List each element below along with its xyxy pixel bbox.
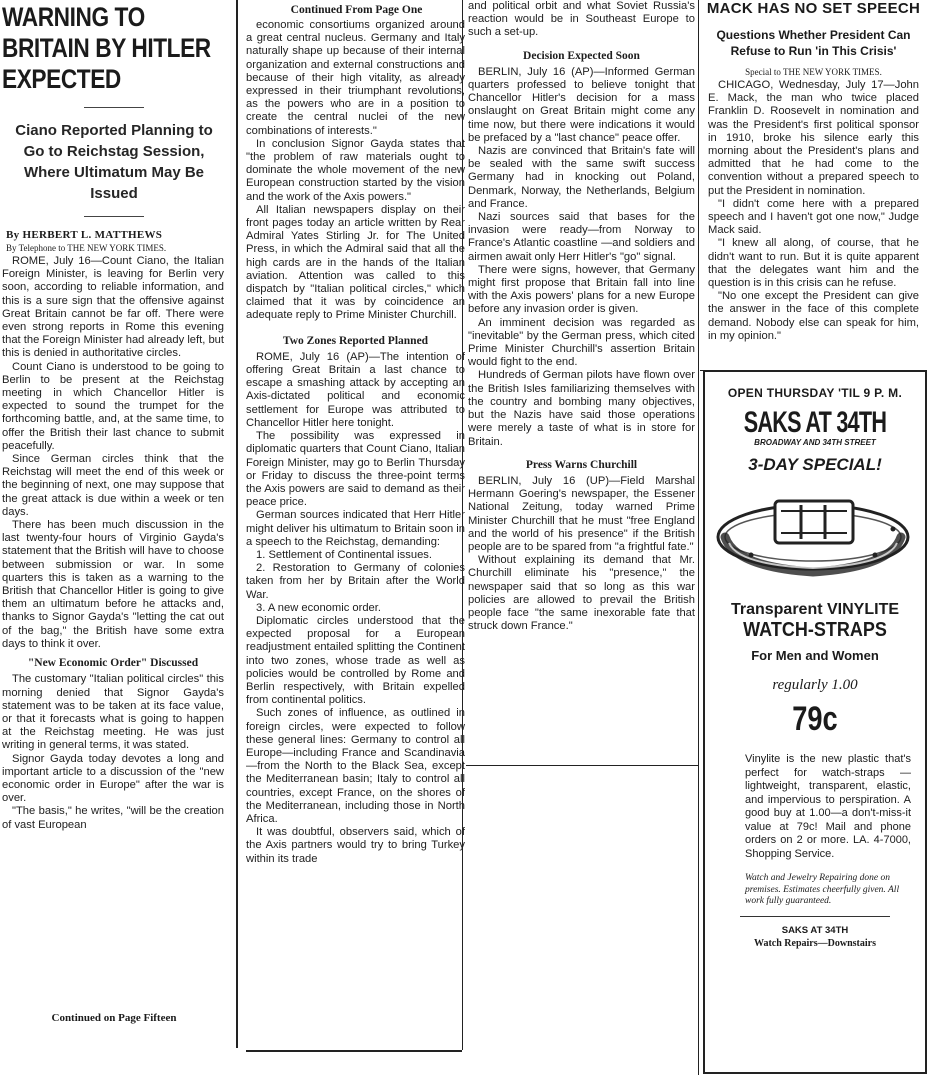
ad-special-banner: 3-DAY SPECIAL! [748, 455, 882, 474]
ad-repair-note: Watch and Jewelry Repairing done on premises. Estimates cheerfully given. All work fully guaranteed. [745, 873, 900, 906]
list-item: 3. A new economic order. [256, 601, 381, 614]
continued-from-label: Continued From Page One [290, 4, 423, 16]
section-subhead: Two Zones Reported Planned [282, 334, 429, 347]
article-headline: MACK HAS NO SET SPEECH [706, 0, 921, 17]
list-item: 1. Settlement of Continental issues. [256, 548, 432, 561]
article-column-1 [0, 0, 228, 1040]
article-subheadline: Questions Whether President Can Refuse to Run 'in This Crisis' [716, 28, 911, 58]
paragraph: Signor Gayda today devotes a long and important article to a discussion of the "new economic order in Europe" after the war is over. [2, 752, 224, 805]
ad-regular-price: regularly 1.00 [772, 677, 858, 693]
continued-on-label: Continued on Page Fifteen [51, 1012, 177, 1024]
ad-sale-price: 79c [792, 700, 838, 738]
ad-divider [740, 916, 890, 917]
wire-credit: Special to THE NEW YORK TIMES. [745, 67, 882, 77]
ad-body-copy: Vinylite is the new plastic that's perfect for watch-straps — lightweight, transparent, elastic, and impervious to perspiration. A good buy at 1.00—a don't-miss-it value at 79c! Mail and phone orders on 2 or more. LA. 4-7000, Shopping Service. [745, 753, 911, 860]
paragraph: "I didn't come here with a prepared speech and I haven't got one now," Judge Mack said. [708, 197, 919, 237]
paragraph: Such zones of influence, as outlined in foreign circles, were expected to follow these general lines: Germany to control all Europe—including France and Scandinavia—from the North to the Black Sea, except the Mediterranean basin; Italy to control all countries, except France, on the shores of the Mediterranean, including those in North Africa. [246, 707, 465, 825]
saks-advertisement [703, 370, 927, 1074]
section-subhead: Press Warns Churchill [525, 458, 638, 471]
ad-address: BROADWAY AND 34TH STREET [754, 438, 876, 447]
ad-audience: For Men and Women [751, 648, 879, 663]
ad-footer-store: SAKS AT 34TH [781, 924, 849, 936]
article-body [708, 79, 919, 343]
main-headline: WARNING TO BRITAIN BY HITLER EXPECTED [2, 2, 211, 94]
paragraph: The possibility was expressed in diplomatic quarters that Count Ciano, Italian Foreign Minister, may go to Berlin Thursday or Friday to discuss the three-point terms the Axis powers are said to demand as their peace price. [246, 430, 465, 509]
paragraph: There were signs, however, that Germany might first propose that Britain fall into line with the Axis powers' plans for a new Europe before any invasion order is given. [468, 263, 695, 316]
article-body [2, 255, 224, 832]
paragraph: CHICAGO, Wednesday, July 17—John E. Mack, the man who twice placed Franklin D. Roosevelt in nomination and was the President's first political sponsor in 1910, broke his silence early this morning about the President's plans and admitted that he had come to the convention without a prepared speech to put the President in nomination. [708, 79, 919, 197]
article-body [246, 19, 465, 866]
paragraph: Nazis are convinced that Britain's fate will be sealed with the same swift success Germany had in knocking out Poland, Denmark, Norway, the Netherlands, Belgium and France. [468, 145, 695, 210]
paragraph: ROME, July 16—Count Ciano, the Italian Foreign Minister, is leaving for Berlin very soon, according to reliable information, and this is a sure sign that the offensive against Great Britain cannot be far off. There were even strong reports in Rome this evening that the Foreign Minister had already left, but this is denied in authoritative circles. [2, 255, 225, 360]
ad-footer-department: Watch Repairs—Downstairs [754, 937, 876, 949]
article-column-3 [466, 0, 699, 770]
paragraph: Hundreds of German pilots have flown over the British Isles familiarizing themselves with the country and bombing many objectives, but the Nazis have said those operations were merely a taste of what is in store for Britain. [468, 369, 695, 448]
paragraph: An imminent decision was regarded as "inevitable" by the German press, which cited Prime Minister Churchill's assertion Britain would fight to the end. [468, 316, 695, 369]
paragraph: Without explaining its demand that Mr. Churchill eliminate his "presence," the newspaper said that so long as this war policies are allowed to prevail the British people face "the same inexorable fate that struck down France." [468, 554, 695, 633]
list-item: 2. Restoration to Germany of colonies taken from her by Britain after the World War. [246, 562, 465, 601]
column-rule [236, 0, 238, 1048]
wire-credit: By Telephone to THE NEW YORK TIMES. [6, 243, 167, 253]
ad-product-name: WATCH-STRAPS [743, 619, 887, 641]
section-subhead: "New Economic Order" Discussed [27, 657, 199, 670]
paragraph: Nazi sources said that bases for the invasion were ready—from Norway to France's Atlantic coastline —and soldiers and airmen await only Herr Hitler's "go" signal. [468, 211, 695, 263]
paragraph: Count Ciano is understood to be going to Berlin to be present at the Reichstag meeting in which Chancellor Hitler is expected to sound the trumpet for the forthcoming battle, and, at the same time, to offer the British their last chance to submit peacefully. [2, 360, 224, 452]
section-subhead: Decision Expected Soon [523, 49, 640, 62]
headline-divider [84, 107, 144, 108]
headline-divider [84, 216, 144, 217]
paragraph: Diplomatic circles understood that the expected proposal for a European readjustment entailed splitting the Continent into two zones, whose trade as well as policies would be controlled by Rome and Berlin respectively, with Britain expelled from continental politics. [246, 614, 465, 707]
byline: By HERBERT L. MATTHEWS [6, 229, 163, 241]
paragraph: "The basis," he writes, "will be the creation of vast European [2, 805, 224, 831]
paragraph: and political orbit and what Soviet Russia's reaction would be in Southeast Europe to such a set-up. [468, 0, 695, 39]
paragraph: All Italian newspapers display on their front pages today an article written by Rear Admiral Yates Stirling Jr. for The United Press, in which the Admiral said that all the high cards are in the hands of the Italian aviation. Attention was called to this dispatch by "Italian political circles," which claimed that it was by coincidence an adequate reply to Prime Minister Churchill. [246, 203, 465, 322]
ad-material-line: Transparent VINYLITE [730, 601, 900, 618]
paragraph: BERLIN, July 16 (AP)—Informed German quarters professed to believe tonight that Chancellor Hitler's decision for a mass onslaught on Great Britain might come any time now, but there were indications it would be prefaced by a "last chance" peace offer. [468, 65, 695, 144]
paragraph: BERLIN, July 16 (UP)—Field Marshal Hermann Goering's newspaper, the Essener National Zeitung, today warned Prime Minister Churchill that he must "free England and the world of his presence" if the British people are to be spared from "a frightful fate." [468, 474, 695, 553]
paragraph: German sources indicated that Herr Hitler might deliver his ultimatum to Britain soon in a speech to the Reichstag, demanding: [246, 509, 465, 548]
ad-store-hours: OPEN THURSDAY 'TIL 9 P. M. [727, 386, 903, 400]
paragraph: "I knew all along, of course, that he didn't want to run. But it is quite apparent that the delegates want him and the question is in this crisis can he refuse. [708, 237, 919, 290]
paragraph: In conclusion Signor Gayda states that "the problem of raw materials ought to dominate the whole movement of the new European construction started by the vision and the work of the Axis powers." [246, 137, 465, 203]
paragraph: There has been much discussion in the last twenty-four hours of Virginio Gayda's statement that the British will have to choose between submission or war. In some quarters this is taken as a warning to the British that Chancellor Hitler is going to give them an ultimatum before he attacks and, thanks to Signor Gayda's "letting the cat out of the bag," the British have some extra days to think it over. [2, 519, 224, 650]
watch-strap-illustration [705, 477, 921, 597]
ad-store-name: SAKS AT 34TH [743, 406, 887, 439]
article-column-4 [700, 0, 927, 380]
paragraph: economic consortiums organized around a great central nucleus. Germany and Italy naturally shape up because of their internal organization and external constructions and because of their high vitality, as already expressed in their triumphant revolutions, as the powers who are in a position to create the central nuclei of the new combinations of interests." [246, 19, 465, 137]
paragraph: ROME, July 16 (AP)—The intention of offering Great Britain a last chance to escape a smashing attack by accepting an Axis-dictated political and economic settlement for Europe was attributed to Chancellor Hitler here tonight. [246, 350, 465, 429]
paragraph: Since German circles think that the Reichstag will meet the end of this week or the beginning of next, one may suppose that the great attack is due within a week or ten days. [2, 453, 224, 518]
paragraph: The customary "Italian political circles" this morning denied that Signor Gayda's statement was to be taken at its face value, or that it forecasts what is going to happen at the Reichstag meeting. He was just writing in general terms, it was stated. [2, 673, 224, 752]
article-body [468, 0, 695, 633]
column-bottom-rule [246, 1050, 462, 1052]
paragraph: It was doubtful, observers said, which of the Axis partners would try to bring Turkey within its trade [246, 826, 465, 865]
paragraph: "No one except the President can give the answer in the face of this complete demand. Nobody else can speak for him, in my opinion." [708, 290, 919, 342]
sub-headline: Ciano Reported Planning to Go to Reichstag Session, Where Ultimatum May Be Issued [15, 122, 213, 202]
article-column-2 [244, 0, 469, 1050]
